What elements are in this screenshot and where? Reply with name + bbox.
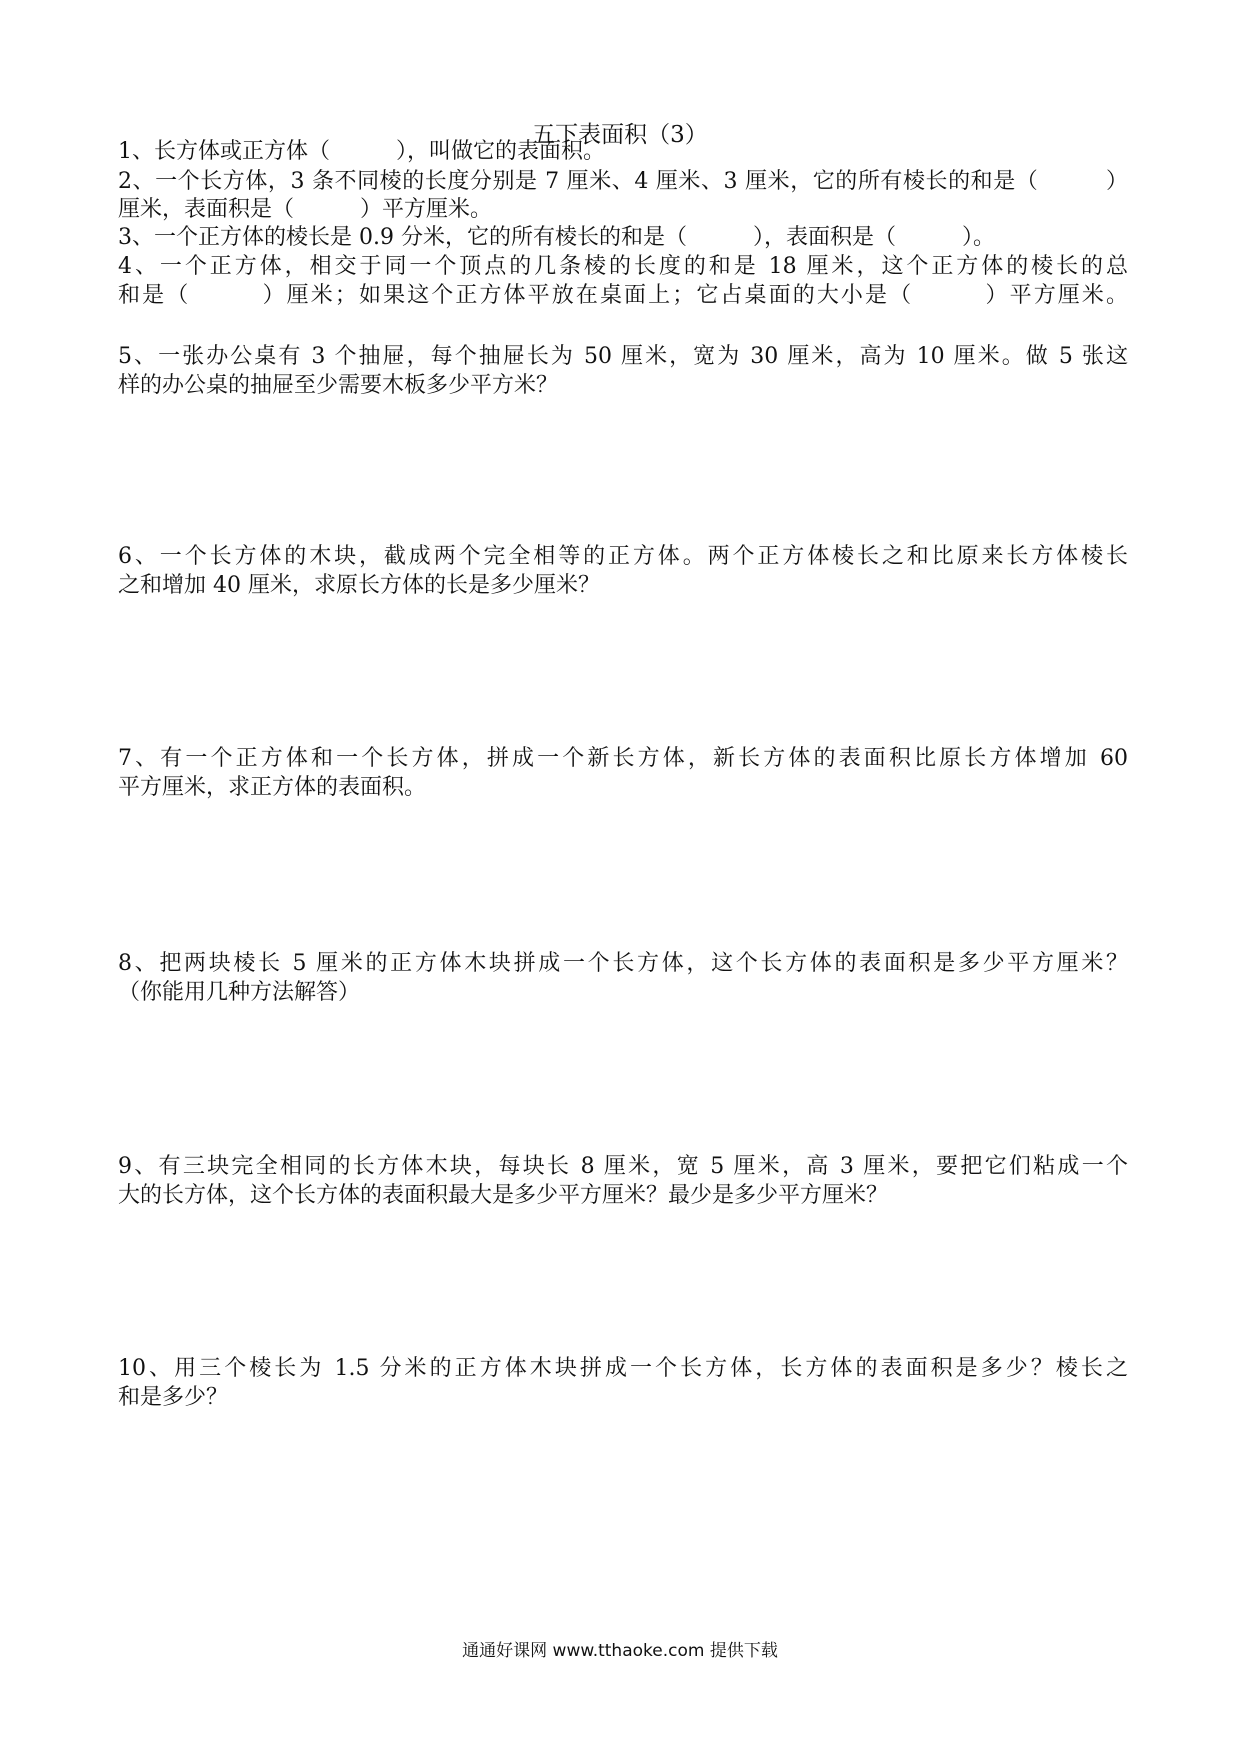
question-1-line-1: 1、长方体或正方体（ ），叫做它的表面积。 <box>118 139 605 164</box>
question-6-line-2: 之和增加 40 厘米，求原长方体的长是多少厘米？ <box>118 573 600 598</box>
question-7-line-1: 7、有一个正方体和一个长方体，拼成一个新长方体，新长方体的表面积比原长方体增加 60 <box>118 746 1128 771</box>
question-4-line-2: 和是（ ）厘米；如果这个正方体平放在桌面上；它占桌面的大小是（ ）平方厘米。 <box>118 283 1128 308</box>
question-5-line-2: 样的办公桌的抽屉至少需要木板多少平方米？ <box>118 373 559 398</box>
question-3-line-1: 3、一个正方体的棱长是 0.9 分米，它的所有棱长的和是（ ），表面积是（ ）。 <box>118 225 995 250</box>
question-10-line-2: 和是多少？ <box>118 1385 229 1410</box>
question-8-line-1: 8、把两块棱长 5 厘米的正方体木块拼成一个长方体，这个长方体的表面积是多少平方厘米？ <box>118 951 1128 976</box>
download-footer: 通通好课网 www.tthaoke.com 提供下载 <box>462 1641 778 1661</box>
question-2-line-2: 厘米，表面积是（ ）平方厘米。 <box>118 197 493 222</box>
question-4-line-1: 4、一个正方体，相交于同一个顶点的几条棱的长度的和是 18 厘米，这个正方体的棱长的总 <box>118 254 1128 279</box>
question-2-line-1: 2、一个长方体，3 条不同棱的长度分别是 7 厘米、4 厘米、3 厘米，它的所有棱长的和是（ ） <box>118 169 1128 194</box>
question-8-line-2: （你能用几种方法解答） <box>118 980 361 1005</box>
question-10-line-1: 10、用三个棱长为 1.5 分米的正方体木块拼成一个长方体，长方体的表面积是多少？棱长之 <box>118 1356 1128 1381</box>
worksheet-title: 五下表面积（3） <box>532 122 708 148</box>
question-6-line-1: 6、一个长方体的木块，截成两个完全相等的正方体。两个正方体棱长之和比原来长方体棱长 <box>118 544 1128 569</box>
question-9-line-2: 大的长方体，这个长方体的表面积最大是多少平方厘米？最少是多少平方厘米？ <box>118 1183 889 1208</box>
question-9-line-1: 9、有三块完全相同的长方体木块，每块长 8 厘米，宽 5 厘米，高 3 厘米，要把它们粘成一个 <box>118 1154 1128 1179</box>
question-5-line-1: 5、一张办公桌有 3 个抽屉，每个抽屉长为 50 厘米，宽为 30 厘米，高为 10 厘米。做 5 张这 <box>118 344 1128 369</box>
question-7-line-2: 平方厘米，求正方体的表面积。 <box>118 775 427 800</box>
